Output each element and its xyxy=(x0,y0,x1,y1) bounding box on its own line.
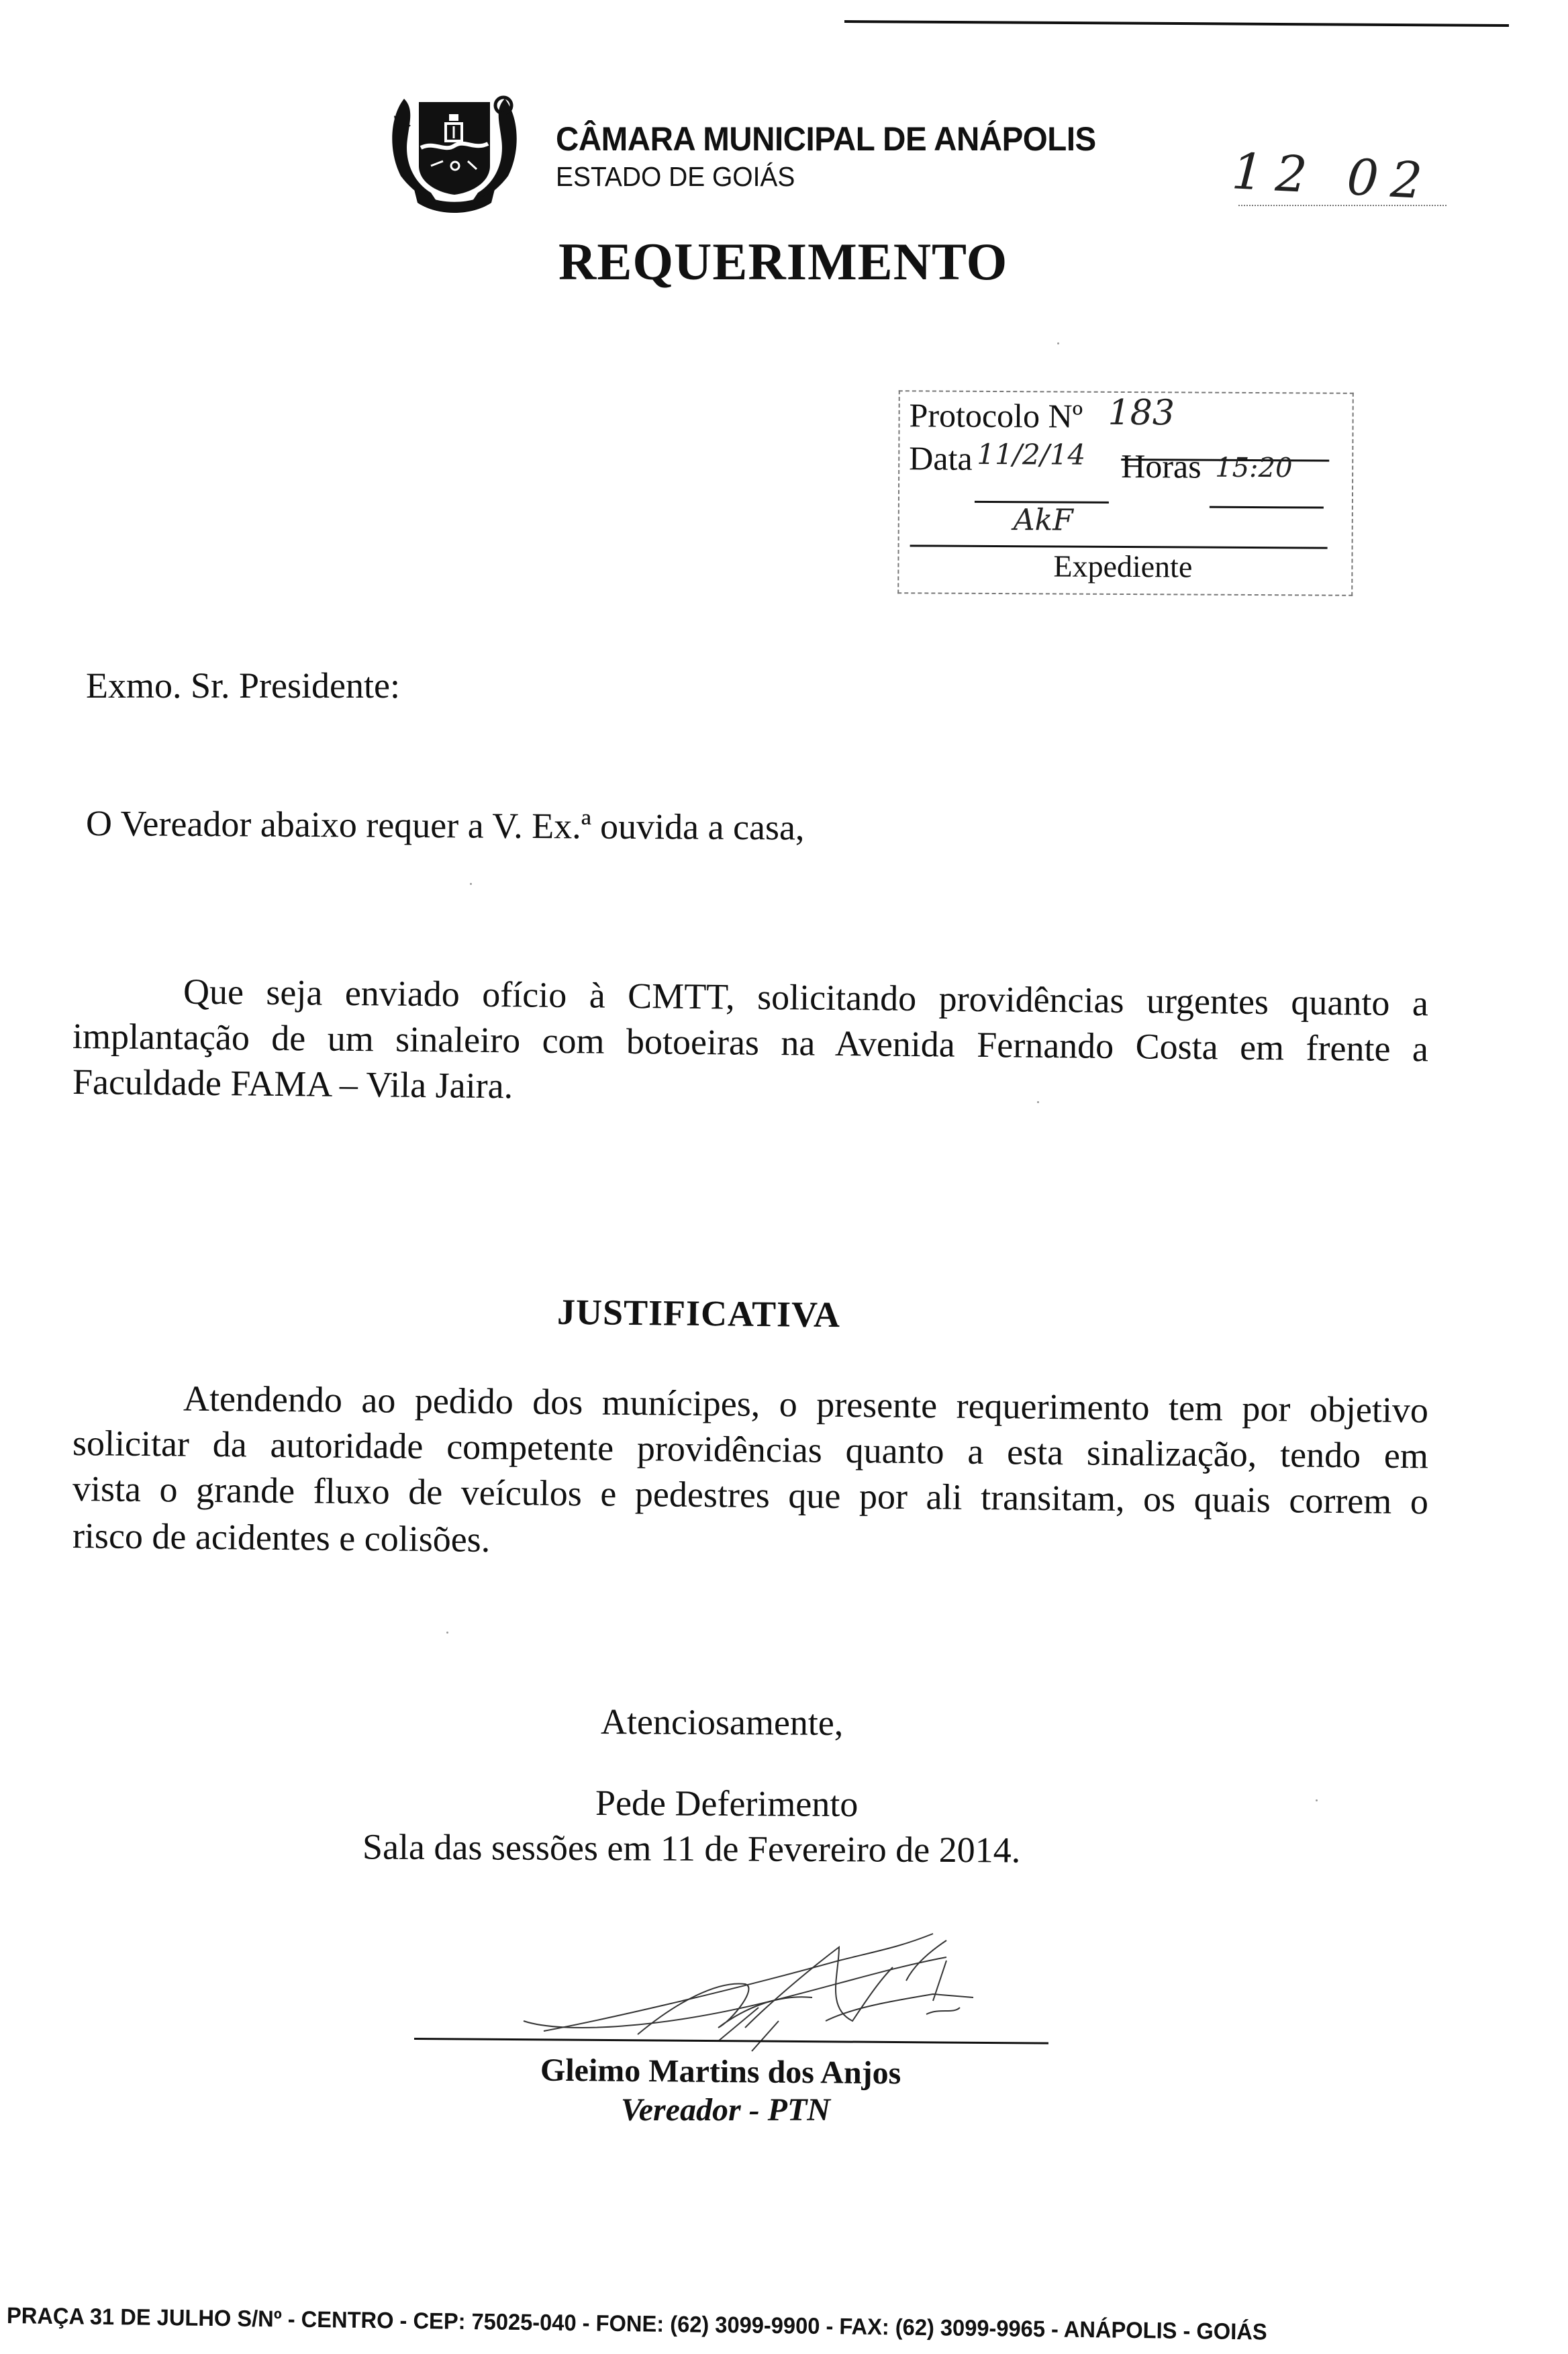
scan-speck xyxy=(1316,1799,1318,1801)
request-line: Faculdade FAMA – Vila Jaira. xyxy=(72,1062,513,1107)
justification-line: Atendendo ao pedido dos munícipes, o presente requerimento tem por objetivo xyxy=(183,1378,1429,1431)
handwritten-mark: 12 02 xyxy=(1230,142,1436,211)
hours-label: Horas xyxy=(1121,446,1202,485)
protocol-label: Protocolo Nº xyxy=(909,396,1083,435)
hours-line xyxy=(1210,506,1324,509)
institution-state: ESTADO DE GOIÁS xyxy=(556,161,795,192)
handwritten-signature xyxy=(463,1920,1014,2055)
scan-speck xyxy=(1037,1101,1039,1103)
municipal-coat-of-arms-icon xyxy=(384,75,525,216)
date-value: 11/2/14 xyxy=(977,437,1086,471)
scan-speck xyxy=(1057,342,1059,344)
closing-request: Pede Deferimento xyxy=(595,1782,859,1825)
place-and-date: Sala das sessões em 11 de Fevereiro de 2014. xyxy=(362,1826,1021,1871)
justification-line: vista o grande fluxo de veículos e pedestres que por ali transitam, os quais correm o xyxy=(72,1468,1429,1522)
document-title: REQUERIMENTO xyxy=(558,232,1008,291)
justification-line: risco de acidentes e colisões. xyxy=(72,1515,491,1560)
department-label: Expediente xyxy=(1053,549,1193,584)
protocol-number-value: 183 xyxy=(1108,392,1175,434)
date-label: Data xyxy=(909,439,973,477)
scan-speck xyxy=(446,1632,448,1634)
top-rule xyxy=(844,20,1509,27)
request-line: Que seja enviado ofício à CMTT, solicitando providências urgentes quanto a xyxy=(183,971,1429,1024)
justification-title: JUSTIFICATIVA xyxy=(556,1291,841,1335)
initials-value: AkF xyxy=(1013,503,1073,538)
signer-role: Vereador - PTN xyxy=(621,2092,830,2128)
intro-text: O Vereador abaixo requer a V. Ex.ª ouvida a casa, xyxy=(85,803,805,848)
institution-name: CÂMARA MUNICIPAL DE ANÁPOLIS xyxy=(556,120,1096,158)
signer-name: Gleimo Martins dos Anjos xyxy=(540,2052,901,2091)
justification-line: solicitar da autoridade competente providências quanto a esta sinalização, tendo em xyxy=(72,1423,1429,1476)
scan-speck xyxy=(470,883,472,885)
salutation: Exmo. Sr. Presidente: xyxy=(86,665,400,706)
closing-regards: Atenciosamente, xyxy=(600,1701,844,1743)
request-line: implantação de um sinaleiro com botoeiras na Avenida Fernando Costa em frente a xyxy=(72,1016,1429,1070)
footer-address: PRAÇA 31 DE JULHO S/Nº - CENTRO - CEP: 75025-040 - FONE: (62) 3099-9900 - FAX: (62) 3099-9965 - ANÁPOLIS - GOIÁS xyxy=(6,2303,1267,2345)
hours-value: 15:20 xyxy=(1215,452,1293,484)
protocol-stamp-box xyxy=(897,390,1354,596)
handwritten-underline xyxy=(1238,205,1447,206)
